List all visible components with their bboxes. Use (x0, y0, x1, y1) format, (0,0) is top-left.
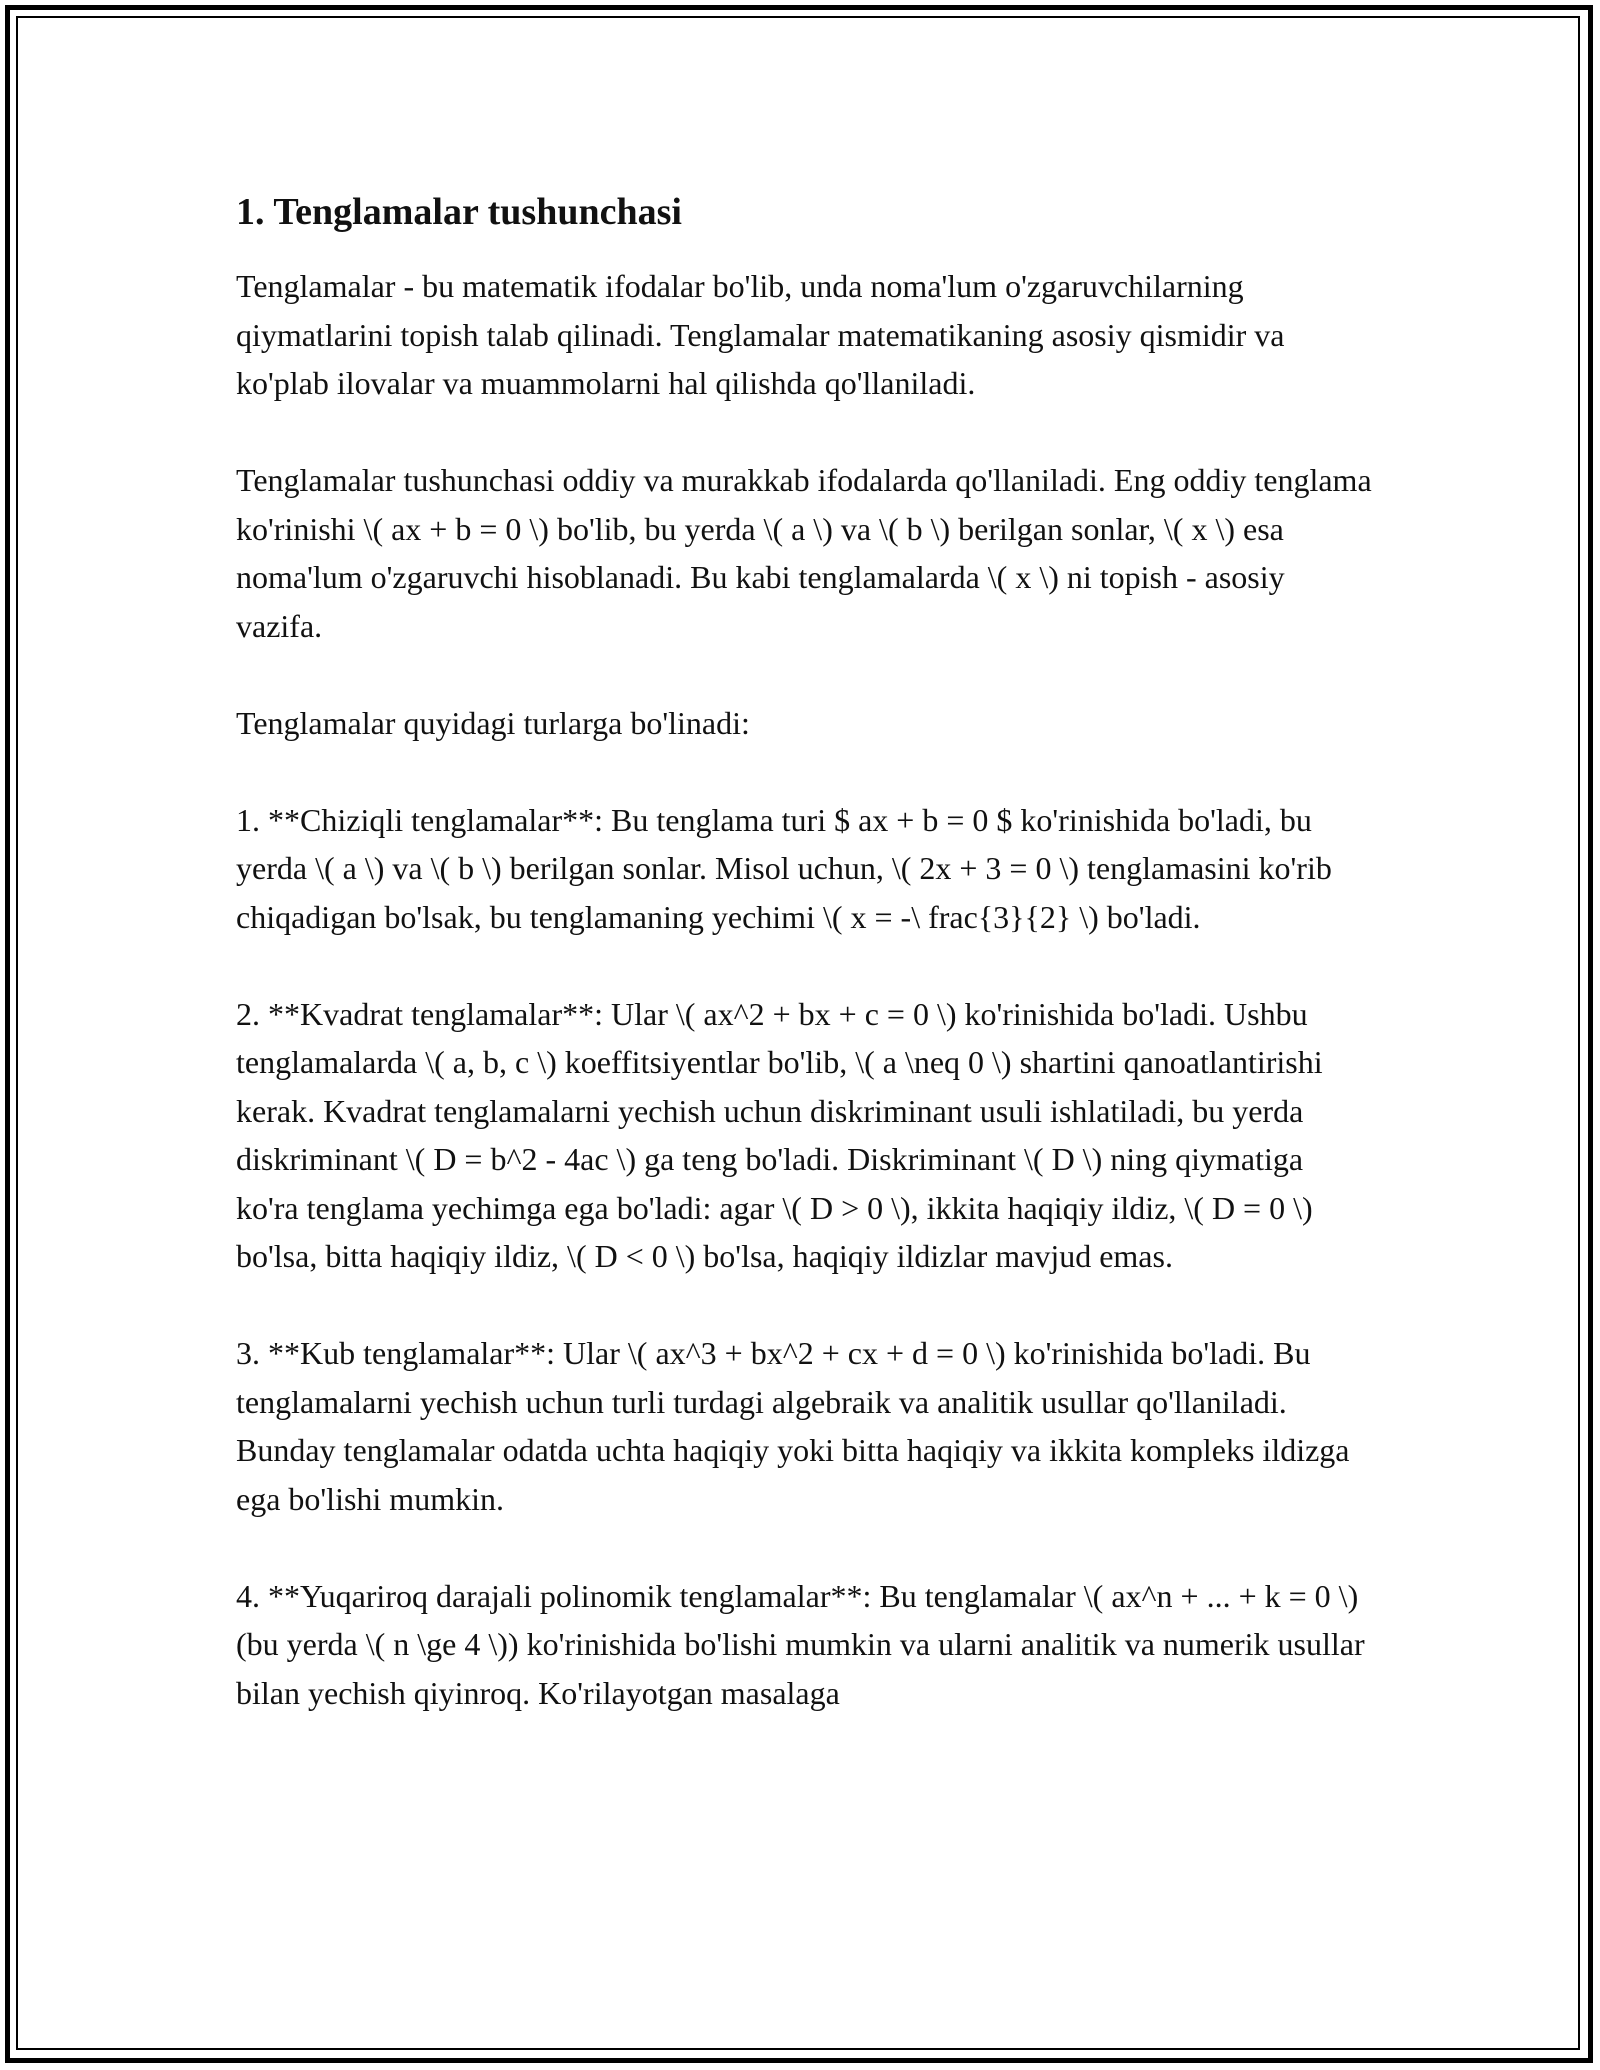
paragraph-types-intro: Tenglamalar quyidagi turlarga bo'linadi: (236, 704, 750, 741)
paragraph-quadratic-equations: 2. **Kvadrat tenglamalar**: Ular \( ax^2 + bx + c = 0 \) ko'rinishida bo'ladi. Ushbu tenglamalarda \( a, b, c \) koeffitsiyentlar bo'lib, \( a \neq 0 \) shartini qanoatlantirishi kerak. Kvadrat tenglamalarni yechish uchun diskriminant usuli ishlatiladi, bu yerda diskriminant \( D = b^2 - 4ac \) ga teng bo'ladi. Diskriminant \( D \) ning qiymatiga ko'ra tenglama yechimga ega bo'ladi: agar \( D > 0 \), ikkita haqiqiy ildiz, \( D = 0 \) bo'lsa, bitta haqiqiy ildiz, \( D < 0 \) bo'lsa, haqiqiy ildizlar mavjud emas. (236, 995, 1323, 1274)
document-body (236, 188, 1372, 1766)
paragraph-higher-degree-equations: 4. **Yuqariroq darajali polinomik tenglamalar**: Bu tenglamalar \( ax^n + ... + k = 0 \) (bu yerda \( n \ge 4 \)) ko'rinishida bo'lishi mumkin va ularni analitik va numerik usullar bilan yechish qiyinroq. Ko'rilayotgan masalaga (236, 1577, 1365, 1711)
paragraph-cubic-equations: 3. **Kub tenglamalar**: Ular \( ax^3 + bx^2 + cx + d = 0 \) ko'rinishida bo'ladi. Bu tenglamalarni yechish uchun turli turdagi algebraik va analitik usullar qo'llaniladi. Bunday tenglamalar odatda uchta haqiqiy yoki bitta haqiqiy va ikkita kompleks ildizga ega bo'lishi mumkin. (236, 1335, 1350, 1517)
section-title: 1. Tenglamalar tushunchasi (236, 191, 682, 233)
paragraph-definition: Tenglamalar - bu matematik ifodalar bo'lib, unda noma'lum o'zgaruvchilarning qiymatlarini topish talab qilinadi. Tenglamalar matematikaning asosiy qismidir va ko'plab ilovalar va muammolarni hal qilishda qo'llaniladi. (236, 268, 1285, 401)
paragraph-linear-equations: 1. **Chiziqli tenglamalar**: Bu tenglama turi $ ax + b = 0 $ ko'rinishida bo'ladi, bu yerda \( a \) va \( b \) berilgan sonlar. Misol uchun, \( 2x + 3 = 0 \) tenglamasini ko'rib chiqadigan bo'lsak, bu tenglamaning yechimi \( x = -\ frac{3}{2} \) bo'ladi. (236, 801, 1332, 935)
paragraph-concept: Tenglamalar tushunchasi oddiy va murakkab ifodalarda qo'llaniladi. Eng oddiy tenglama ko'rinishi \( ax + b = 0 \) bo'lib, bu yerda \( a \) va \( b \) berilgan sonlar, \( x \) esa noma'lum o'zgaruvchi hisoblanadi. Bu kabi tenglamalarda \( x \) ni topish - asosiy vazifa. (236, 462, 1372, 644)
